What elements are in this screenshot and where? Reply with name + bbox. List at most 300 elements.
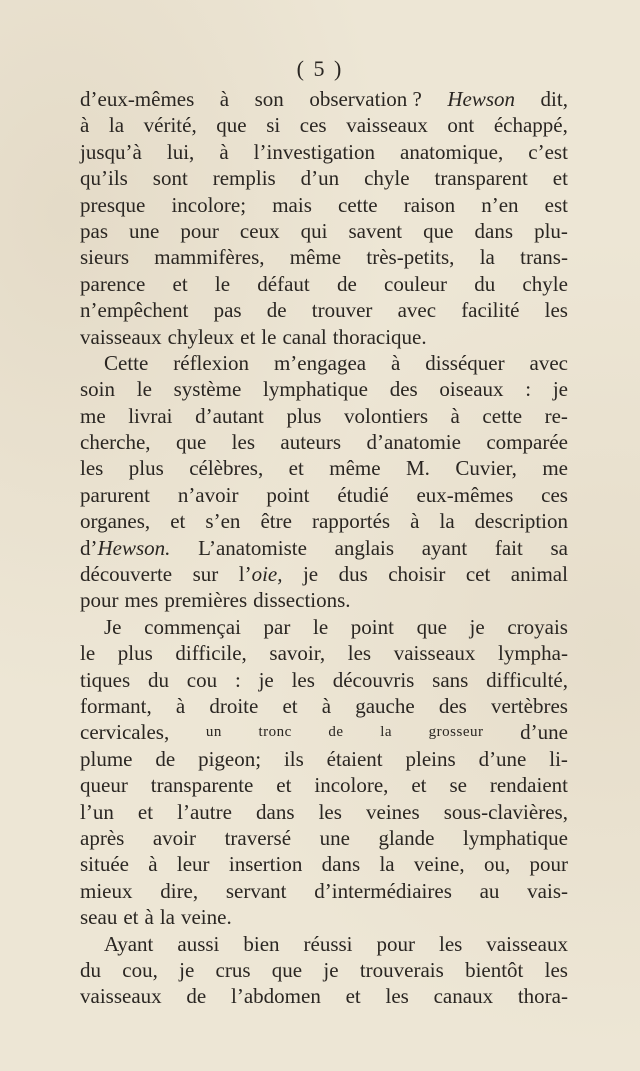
word xyxy=(530,350,568,376)
word xyxy=(388,561,445,587)
word-text: canaux xyxy=(433,984,494,1009)
word-text: description xyxy=(474,509,568,534)
word-text: de xyxy=(328,724,344,741)
word-text: située xyxy=(80,852,129,877)
word-text: être xyxy=(260,509,292,534)
word-text: à xyxy=(219,139,229,164)
word-text: que xyxy=(416,614,447,639)
word-text: cette xyxy=(338,192,378,217)
text-line xyxy=(80,957,568,983)
word xyxy=(215,271,230,297)
word xyxy=(404,192,455,218)
word xyxy=(329,455,380,481)
word-text: incolore; xyxy=(171,192,247,217)
word-text: la xyxy=(159,905,175,930)
text-line xyxy=(80,667,568,693)
text-line xyxy=(80,508,568,534)
text-line xyxy=(80,693,568,719)
word xyxy=(213,165,276,191)
word-text: dus xyxy=(338,562,368,587)
word-text: le xyxy=(261,324,277,349)
italic-word: Hewson. xyxy=(97,535,171,560)
word-text: et xyxy=(170,509,186,534)
word xyxy=(274,350,366,376)
word xyxy=(290,244,341,270)
word-text: le xyxy=(313,614,329,639)
word-text: que xyxy=(423,218,454,243)
word xyxy=(337,271,357,297)
word-text: re- xyxy=(544,403,568,428)
word-text: les xyxy=(318,799,342,824)
word-text: même xyxy=(329,456,381,481)
word-text: sur xyxy=(192,562,219,587)
word xyxy=(301,218,328,244)
text-line xyxy=(80,931,568,957)
text-line xyxy=(80,904,568,930)
word-text: couleur xyxy=(384,271,447,296)
word-text: à xyxy=(219,87,230,111)
word-text: les xyxy=(544,298,568,323)
word-text: d’autant xyxy=(195,403,264,428)
word-text: cet xyxy=(465,562,491,587)
word-text: défaut xyxy=(257,271,310,296)
word-text: fait xyxy=(494,535,523,560)
word xyxy=(80,297,188,323)
word xyxy=(338,192,378,218)
word xyxy=(406,746,456,772)
word-text: l’ xyxy=(238,562,252,587)
word xyxy=(432,667,468,693)
word-text: mais xyxy=(272,192,312,217)
word-text: bien xyxy=(243,931,280,956)
word xyxy=(550,535,568,561)
word-text: et xyxy=(172,271,188,296)
word xyxy=(231,983,321,1009)
word-text: trans- xyxy=(520,245,568,270)
word xyxy=(164,587,247,613)
word xyxy=(507,614,568,640)
word xyxy=(80,746,133,772)
word-text: échappé, xyxy=(493,113,568,138)
word xyxy=(447,86,515,112)
word-text: chyle xyxy=(364,166,410,191)
word xyxy=(80,482,150,508)
word-text: je xyxy=(323,957,339,982)
word xyxy=(240,218,280,244)
word-text: pleins xyxy=(405,746,456,771)
word xyxy=(144,904,153,930)
word xyxy=(129,218,159,244)
word xyxy=(422,535,467,561)
word xyxy=(264,614,291,640)
word xyxy=(235,667,241,693)
word-text: commençai xyxy=(144,614,241,639)
word-text: célèbres, xyxy=(189,456,264,481)
word-text: organes, xyxy=(80,509,151,534)
word-text: savent xyxy=(348,218,403,243)
page-number: ( 5 ) xyxy=(296,56,344,81)
word-text: et xyxy=(276,773,292,798)
word xyxy=(475,218,514,244)
text-line xyxy=(80,878,568,904)
word xyxy=(429,719,484,745)
word xyxy=(155,746,175,772)
text-line xyxy=(80,376,568,402)
word xyxy=(528,139,568,165)
word-text: la xyxy=(108,113,125,138)
text-line xyxy=(80,614,568,640)
word-text: dans xyxy=(321,852,361,877)
word-text: me xyxy=(80,403,106,428)
word xyxy=(160,878,198,904)
word-text: veine, xyxy=(413,852,465,877)
word-text: étaient xyxy=(326,746,383,771)
word xyxy=(80,192,145,218)
word xyxy=(480,244,495,270)
word xyxy=(174,376,242,402)
word xyxy=(289,455,304,481)
word-text: pas xyxy=(213,298,242,323)
word xyxy=(286,403,321,429)
text-line xyxy=(80,799,568,825)
word-text: étudié xyxy=(337,482,389,507)
word xyxy=(486,931,568,957)
word-text: traversé xyxy=(224,825,292,850)
word xyxy=(181,904,232,930)
word xyxy=(304,931,353,957)
word-text: à xyxy=(80,113,90,138)
word xyxy=(406,455,430,481)
word xyxy=(276,772,291,798)
word-text: anglais xyxy=(334,535,395,560)
word-text: et xyxy=(345,984,361,1009)
word xyxy=(455,455,517,481)
word-text: n’empêchent xyxy=(80,298,189,323)
word-text: et xyxy=(137,799,154,824)
word-text: de xyxy=(186,984,207,1009)
word-text: ceux xyxy=(239,218,280,243)
word-text: rapportés xyxy=(311,509,391,534)
word-text: que xyxy=(175,430,207,455)
word xyxy=(545,192,568,218)
word-text: sans xyxy=(432,667,469,692)
word xyxy=(480,878,500,904)
word-text: M. xyxy=(405,456,430,481)
text-line xyxy=(80,746,568,772)
word xyxy=(109,112,124,138)
word xyxy=(118,640,153,666)
word-text: croyais xyxy=(507,614,568,639)
word xyxy=(481,192,518,218)
word xyxy=(322,851,361,877)
word xyxy=(206,719,222,745)
word-text: transparente xyxy=(150,773,254,798)
word-text: qu’ils xyxy=(80,166,128,191)
word-text: thoracique. xyxy=(332,324,427,349)
word xyxy=(122,957,158,983)
word-text: seau xyxy=(80,905,118,930)
word xyxy=(80,165,128,191)
word xyxy=(309,86,422,112)
word xyxy=(240,324,255,350)
word xyxy=(463,825,568,851)
word xyxy=(198,746,261,772)
word-text: cou xyxy=(186,667,218,692)
word-text: les xyxy=(231,430,255,455)
word xyxy=(319,799,342,825)
word-text: à xyxy=(450,403,460,428)
word xyxy=(511,561,568,587)
word xyxy=(553,376,568,402)
word xyxy=(522,271,567,297)
word xyxy=(173,350,249,376)
word-text: à xyxy=(391,350,401,375)
word-text: point xyxy=(266,482,310,507)
word xyxy=(80,324,162,350)
word-text: cou, xyxy=(122,957,158,982)
word xyxy=(232,429,255,455)
word xyxy=(327,746,383,772)
word-text: sont xyxy=(152,166,188,191)
word-text: et xyxy=(123,905,139,930)
word-text: d’une xyxy=(520,720,568,745)
word xyxy=(254,139,375,165)
word-text: n’avoir xyxy=(177,482,239,507)
word xyxy=(377,931,416,957)
word-text: observation ? xyxy=(309,87,422,111)
word-text: transparent xyxy=(434,166,528,191)
word-text: système xyxy=(173,377,242,402)
word-text: je xyxy=(552,377,568,402)
word xyxy=(209,693,258,719)
text-line xyxy=(80,983,568,1009)
word xyxy=(346,112,428,138)
word-text: au xyxy=(479,878,500,903)
word-text: volontiers xyxy=(344,403,428,428)
word xyxy=(229,851,303,877)
word-text: à xyxy=(175,693,186,718)
word-text: incolore, xyxy=(314,773,389,798)
word xyxy=(80,86,194,112)
word xyxy=(129,455,164,481)
word xyxy=(216,957,251,983)
word xyxy=(333,667,415,693)
word xyxy=(80,535,170,561)
word xyxy=(364,165,409,191)
word-text: découvris xyxy=(332,667,415,692)
text-line xyxy=(80,218,568,244)
word-text: canal xyxy=(282,324,327,349)
word xyxy=(80,455,103,481)
word xyxy=(198,535,307,561)
word xyxy=(80,667,130,693)
word xyxy=(400,139,503,165)
word-text: leur xyxy=(176,852,210,877)
text-line xyxy=(80,535,568,561)
word xyxy=(80,693,152,719)
word xyxy=(171,192,246,218)
word xyxy=(154,244,264,270)
word xyxy=(80,719,169,745)
word-text: une xyxy=(319,825,350,850)
word-text: du xyxy=(147,667,169,692)
word-text: raison xyxy=(403,192,456,217)
word-text: dans xyxy=(256,799,295,824)
word-text: trouverais xyxy=(359,957,444,982)
word xyxy=(144,614,241,640)
word xyxy=(300,112,327,138)
word-text: plus xyxy=(286,403,322,428)
word-text: pour xyxy=(376,931,415,956)
word xyxy=(348,218,402,244)
word xyxy=(449,772,467,798)
word-text: choisir xyxy=(388,562,446,587)
word-text: ont xyxy=(447,113,475,138)
text-line xyxy=(80,192,568,218)
word xyxy=(466,561,490,587)
word xyxy=(269,640,325,666)
word-text: ces xyxy=(541,482,568,507)
word-text: dit, xyxy=(540,87,568,111)
word-text: les xyxy=(80,456,104,481)
word xyxy=(314,878,452,904)
word-text: je xyxy=(302,562,319,587)
word xyxy=(337,482,388,508)
word xyxy=(414,851,465,877)
word-text: d’ xyxy=(80,535,98,560)
word-text: mes xyxy=(124,588,159,613)
word xyxy=(498,640,568,666)
italic-word: oie, xyxy=(251,562,283,587)
word xyxy=(351,614,394,640)
word xyxy=(386,983,409,1009)
word-text: chyleux xyxy=(167,324,235,349)
word-text: Je xyxy=(104,614,122,639)
word xyxy=(434,983,493,1009)
word-text: le xyxy=(136,377,152,402)
word xyxy=(482,403,522,429)
word-text: tronc xyxy=(258,724,292,741)
word-text: avec xyxy=(529,350,568,375)
word-text: plume xyxy=(80,746,133,771)
word xyxy=(80,878,133,904)
word-text: à xyxy=(148,852,158,877)
word-text: le xyxy=(214,271,231,296)
word xyxy=(177,799,232,825)
word-text: une xyxy=(129,218,160,243)
word xyxy=(474,271,495,297)
word-text: Cuvier, xyxy=(455,456,517,481)
word xyxy=(80,983,162,1009)
word xyxy=(153,165,188,191)
word xyxy=(520,719,568,745)
word-text: d’eux-mêmes xyxy=(80,87,195,111)
word xyxy=(465,957,523,983)
word-text: parence xyxy=(80,271,146,296)
word-text: servant xyxy=(225,878,287,903)
word-text: et xyxy=(240,324,256,349)
word xyxy=(178,482,239,508)
word xyxy=(292,667,315,693)
text-line xyxy=(80,165,568,191)
word xyxy=(138,799,153,825)
word-text: jusqu’à xyxy=(80,139,142,164)
word xyxy=(495,535,523,561)
word xyxy=(176,693,185,719)
word-text: la xyxy=(379,852,395,877)
word xyxy=(219,139,228,165)
word-text: est xyxy=(544,192,568,217)
word-text: veine. xyxy=(180,905,232,930)
word-text: presque xyxy=(80,192,146,217)
word-text: eux-mêmes xyxy=(416,482,514,507)
word-text: du xyxy=(80,957,101,982)
word xyxy=(320,825,350,851)
word xyxy=(534,218,568,244)
italic-word: Hewson xyxy=(447,87,516,111)
word xyxy=(284,746,304,772)
word xyxy=(328,719,343,745)
word xyxy=(80,218,108,244)
word xyxy=(266,482,309,508)
word-text: insertion xyxy=(228,852,303,877)
word xyxy=(214,297,242,323)
word-text: et xyxy=(282,693,298,718)
word-text: vaisseaux xyxy=(80,324,162,349)
word-text: de xyxy=(155,746,176,771)
word-text: lymphatique xyxy=(262,377,368,402)
text-line xyxy=(80,244,568,270)
word xyxy=(410,508,419,534)
text-line xyxy=(80,825,568,851)
word-text: formant, xyxy=(80,693,152,718)
word-text: disséquer xyxy=(425,350,505,375)
word-text: pour xyxy=(180,218,219,243)
word xyxy=(80,957,101,983)
word-text: gauche xyxy=(355,693,415,718)
word-text: se xyxy=(449,773,467,798)
word-text: plu- xyxy=(534,218,568,243)
word-text: animal xyxy=(510,562,568,587)
word-text: dissections. xyxy=(253,588,351,613)
word xyxy=(168,324,234,350)
word xyxy=(390,376,418,402)
word-text: m’engagea xyxy=(273,350,367,375)
word xyxy=(411,772,426,798)
word xyxy=(80,244,129,270)
word xyxy=(257,271,309,297)
word-text: dans xyxy=(474,218,514,243)
word-text: et xyxy=(411,773,427,798)
text-line xyxy=(80,112,568,138)
text-line xyxy=(80,640,568,666)
word-text: je xyxy=(258,667,274,692)
word-text: sa xyxy=(550,535,568,560)
word-text: l’abdomen xyxy=(231,984,321,1009)
word xyxy=(542,455,568,481)
word-text: son xyxy=(254,87,284,111)
word xyxy=(167,139,194,165)
word xyxy=(80,403,106,429)
word xyxy=(461,297,519,323)
word xyxy=(123,904,138,930)
text-line xyxy=(80,587,568,613)
word xyxy=(312,508,390,534)
word-text: plus xyxy=(117,641,153,666)
word xyxy=(176,429,206,455)
word xyxy=(189,455,263,481)
word xyxy=(173,271,188,297)
